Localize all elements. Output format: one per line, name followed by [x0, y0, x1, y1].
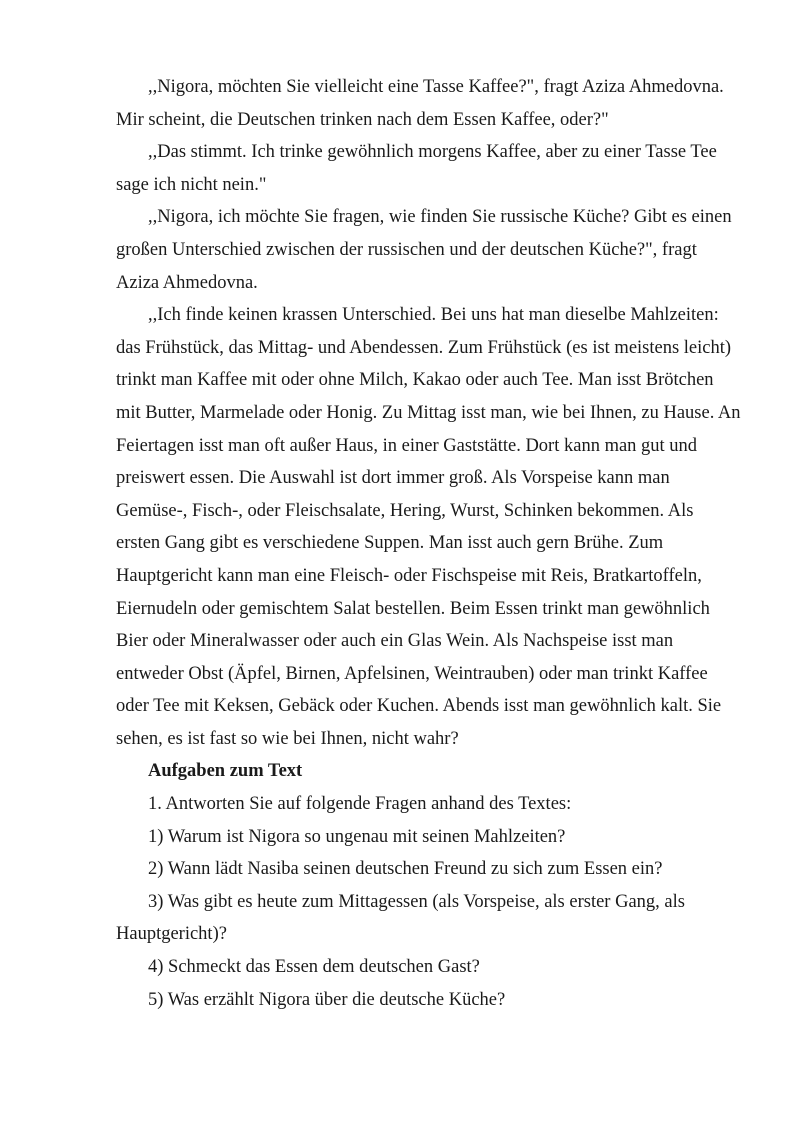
question-item: 3) Was gibt es heute zum Mittagessen (als Vorspeise, als erster Gang, als Hauptgericht)?	[116, 891, 685, 945]
section-heading: Aufgaben zum Text	[148, 761, 303, 782]
question-item: 4) Schmeckt das Essen dem deutschen Gast?	[148, 957, 480, 978]
question-item: 2) Wann lädt Nasiba seinen deutschen Freund zu sich zum Essen ein?	[148, 859, 663, 880]
task-intro: 1. Antworten Sie auf folgende Fragen anhand des Textes:	[148, 794, 572, 815]
dialogue-paragraph: ,,Nigora, ich möchte Sie fragen, wie finden Sie russische Küche? Gibt es einen großen Unterschied zwischen der russischen und der deutschen Küche?", fragt Aziza Ahmedovna.	[116, 207, 732, 293]
dialogue-paragraph: ,,Ich finde keinen krassen Unterschied. Bei uns hat man dieselbe Mahlzeiten: das Frühstück, das Mittag- und Abendessen. Zum Frühstück (es ist meistens leicht) trinkt man Kaffee mit oder ohne Milch, Kakao oder auch Tee. Man isst Brötchen mit Butter, Marmelade oder Honig. Zu Mittag isst man, wie bei Ihnen, zu Hause. An Feiertagen isst man oft außer Haus, in einer Gaststätte. Dort kann man gut und preiswert essen. Die Auswahl ist dort immer groß. Als Vorspeise kann man Gemüse-, Fisch-, oder Fleischsalate, Hering, Wurst, Schinken bekommen. Als ersten Gang gibt es verschiedene Suppen. Man isst auch gern Brühe. Zum Hauptgericht kann man eine Fleisch- oder Fischspeise mit Reis, Bratkartoffeln, Eiernudeln oder gemischtem Salat bestellen. Beim Essen trinkt man gewöhnlich Bier oder Mineralwasser oder auch ein Glas Wein. Als Nachspeise isst man entweder Obst (Äpfel, Birnen, Apfelsinen, Weintrauben) oder man trinkt Kaffee oder Tee mit Keksen, Gebäck oder Kuchen. Abends isst man gewöhnlich kalt. Sie sehen, es ist fast so wie bei Ihnen, nicht wahr?	[116, 305, 741, 749]
dialogue-paragraph: ,,Das stimmt. Ich trinke gewöhnlich morgens Kaffee, aber zu einer Tasse Tee sage ich nicht nein."	[116, 142, 717, 195]
dialogue-paragraph: ,,Nigora, möchten Sie vielleicht eine Tasse Kaffee?", fragt Aziza Ahmedovna. Mir scheint, die Deutschen trinken nach dem Essen Kaffee, oder?"	[116, 77, 724, 130]
question-item: 5) Was erzählt Nigora über die deutsche Küche?	[148, 989, 506, 1010]
question-item: 1) Warum ist Nigora so ungenau mit seinen Mahlzeiten?	[148, 826, 566, 847]
document-body	[116, 71, 741, 1016]
